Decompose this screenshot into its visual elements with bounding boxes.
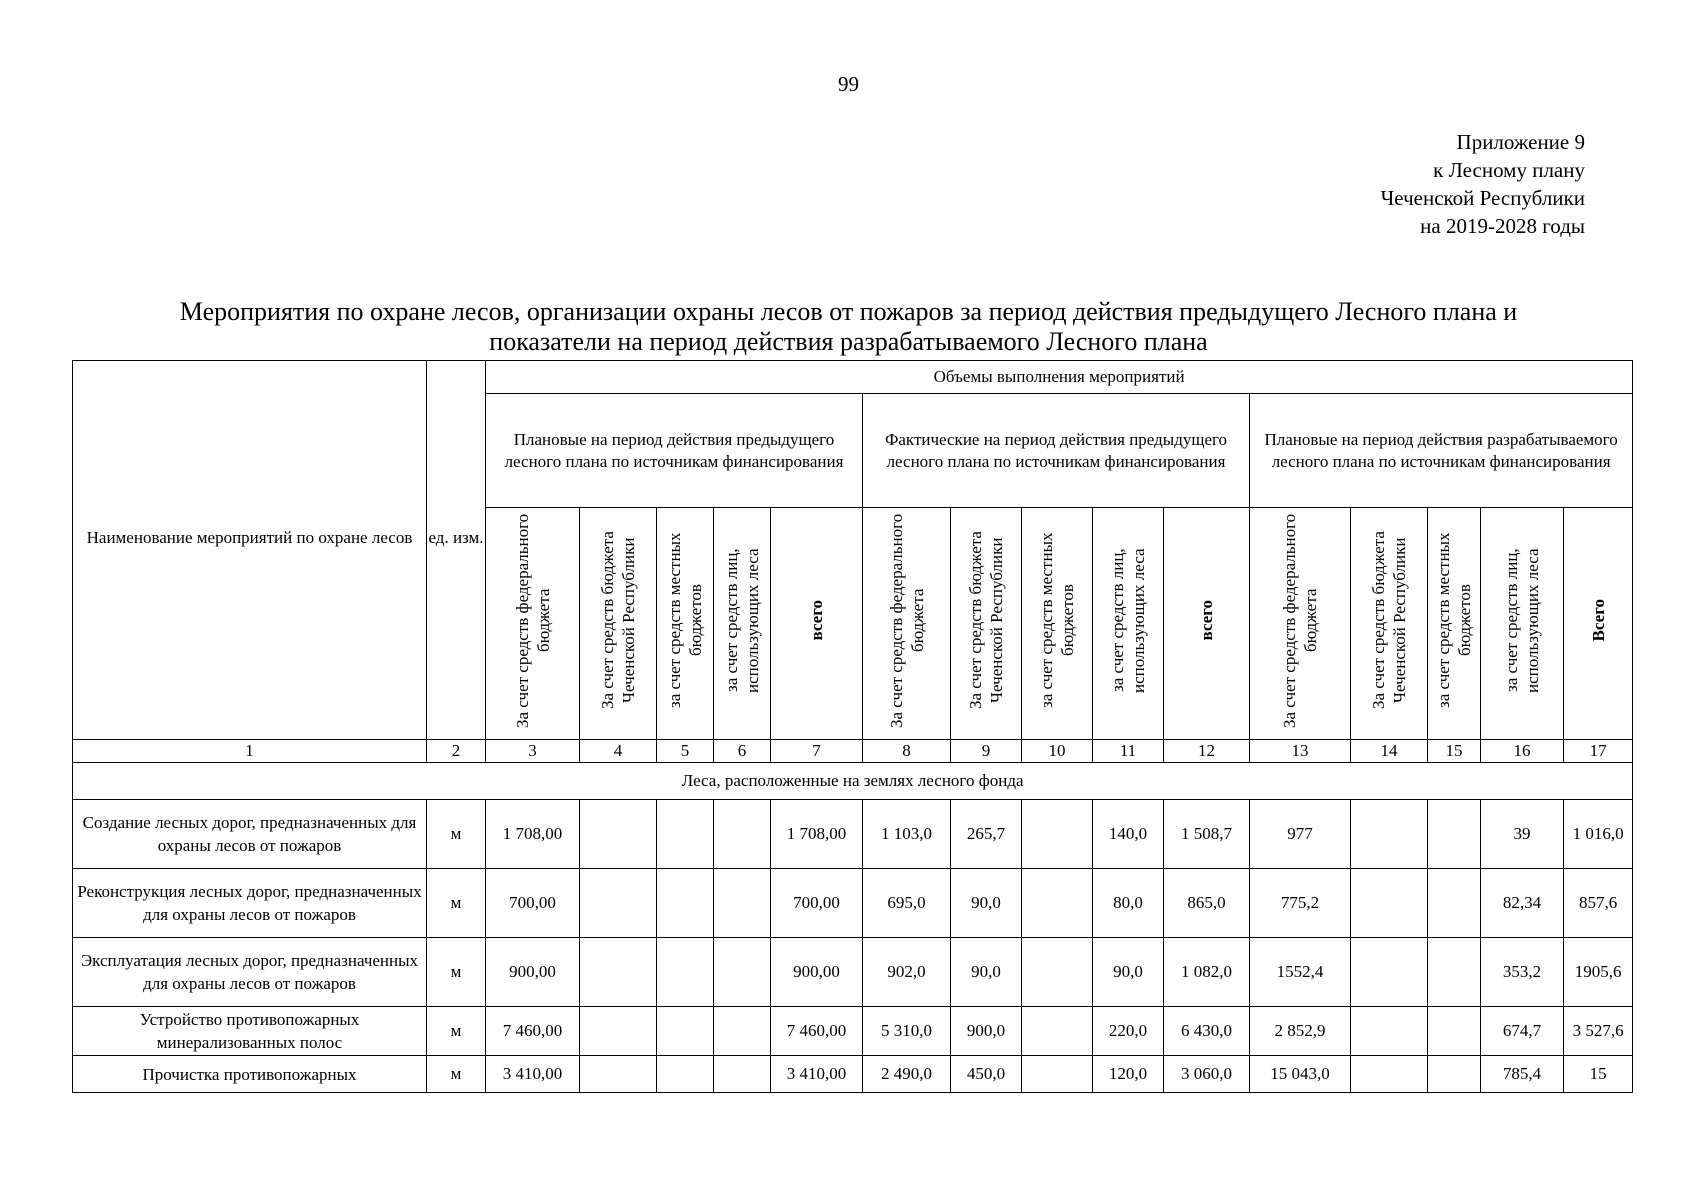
activity-name: Эксплуатация лесных дорог, предназначенных для охраны лесов от пожаров xyxy=(73,938,427,1007)
column-number: 15 xyxy=(1428,740,1481,763)
activity-unit: м xyxy=(427,938,486,1007)
value-cell: 900,0 xyxy=(951,1007,1022,1056)
value-cell xyxy=(657,1007,714,1056)
value-cell: 15 043,0 xyxy=(1250,1056,1351,1093)
header-subcolumn xyxy=(580,508,657,740)
header-subcolumn-label: за счет средств лиц, использующих леса xyxy=(1108,548,1148,693)
header-subcolumn-label: за счет средств местных бюджетов xyxy=(1434,532,1474,709)
value-cell xyxy=(1022,1056,1093,1093)
header-group-actual-previous: Фактические на период действия предыдущего лесного плана по источникам финансирования xyxy=(863,394,1250,508)
header-subcolumn-label: За счет средств федерального бюджета xyxy=(512,513,553,728)
header-unit: ед. изм. xyxy=(428,528,484,547)
header-subcolumn xyxy=(657,508,714,740)
activity-name: Реконструкция лесных дорог, предназначенных для охраны лесов от пожаров xyxy=(73,869,427,938)
value-cell: 82,34 xyxy=(1481,869,1564,938)
value-cell: 1 708,00 xyxy=(486,800,580,869)
value-cell: 3 060,0 xyxy=(1164,1056,1250,1093)
header-volumes: Объемы выполнения мероприятий xyxy=(486,361,1633,394)
column-number: 12 xyxy=(1164,740,1250,763)
header-name-cell xyxy=(73,361,427,740)
activity-unit: м xyxy=(427,869,486,938)
header-subcolumn xyxy=(951,508,1022,740)
value-cell xyxy=(657,938,714,1007)
header-subcolumn-label: всего xyxy=(1197,600,1216,641)
header-group-planned-new: Плановые на период действия разрабатываемого лесного плана по источникам финансирования xyxy=(1250,394,1633,508)
value-cell: 220,0 xyxy=(1093,1007,1164,1056)
value-cell xyxy=(1428,1056,1481,1093)
value-cell xyxy=(1428,1007,1481,1056)
value-cell xyxy=(714,869,771,938)
column-number: 9 xyxy=(951,740,1022,763)
forest-protection-table xyxy=(72,360,1633,1093)
value-cell xyxy=(580,869,657,938)
value-cell: 1 016,0 xyxy=(1564,800,1633,869)
value-cell xyxy=(657,1056,714,1093)
column-number: 7 xyxy=(771,740,863,763)
appendix-line: на 2019-2028 годы xyxy=(1420,214,1585,238)
column-number: 3 xyxy=(486,740,580,763)
column-number: 1 xyxy=(73,740,427,763)
value-cell: 3 410,00 xyxy=(771,1056,863,1093)
activity-unit: м xyxy=(427,800,486,869)
value-cell: 90,0 xyxy=(951,869,1022,938)
header-subcolumn-label: За счет средств бюджета Чеченской Республики xyxy=(1369,531,1409,710)
value-cell xyxy=(580,800,657,869)
value-cell xyxy=(1022,938,1093,1007)
activity-name: Устройство противопожарных минерализованных полос xyxy=(73,1007,427,1056)
appendix-line: Чеченской Республики xyxy=(1380,186,1585,210)
value-cell: 90,0 xyxy=(951,938,1022,1007)
value-cell: 3 410,00 xyxy=(486,1056,580,1093)
value-cell xyxy=(657,869,714,938)
value-cell xyxy=(1428,869,1481,938)
value-cell: 977 xyxy=(1250,800,1351,869)
column-number: 2 xyxy=(427,740,486,763)
value-cell xyxy=(714,1056,771,1093)
header-subcolumn xyxy=(1428,508,1481,740)
value-cell: 3 527,6 xyxy=(1564,1007,1633,1056)
value-cell xyxy=(714,800,771,869)
value-cell xyxy=(1351,869,1428,938)
table-row xyxy=(73,869,1633,938)
column-number: 6 xyxy=(714,740,771,763)
value-cell xyxy=(657,800,714,869)
document-title xyxy=(72,297,1625,357)
value-cell xyxy=(580,1056,657,1093)
column-number: 16 xyxy=(1481,740,1564,763)
value-cell: 1 708,00 xyxy=(771,800,863,869)
header-subcolumn xyxy=(1164,508,1250,740)
document-title-line: Мероприятия по охране лесов, организации охраны лесов от пожаров за период действия предыдущего Лесного плана и xyxy=(179,297,1518,326)
value-cell xyxy=(1428,938,1481,1007)
value-cell: 450,0 xyxy=(951,1056,1022,1093)
value-cell: 1552,4 xyxy=(1250,938,1351,1007)
value-cell: 1 082,0 xyxy=(1164,938,1250,1007)
value-cell xyxy=(580,938,657,1007)
document-title-line: показатели на период действия разрабатываемого Лесного плана xyxy=(489,327,1208,356)
value-cell xyxy=(1022,869,1093,938)
appendix-line: к Лесному плану xyxy=(1433,158,1585,182)
header-subcolumn-label: Всего xyxy=(1588,599,1608,642)
value-cell: 120,0 xyxy=(1093,1056,1164,1093)
header-subcolumn xyxy=(1093,508,1164,740)
header-subcolumn-label: За счет средств федерального бюджета xyxy=(886,513,927,728)
section-title: Леса, расположенные на землях лесного фонда xyxy=(73,763,1633,800)
value-cell xyxy=(1022,800,1093,869)
column-number: 8 xyxy=(863,740,951,763)
value-cell: 857,6 xyxy=(1564,869,1633,938)
value-cell: 902,0 xyxy=(863,938,951,1007)
value-cell: 1905,6 xyxy=(1564,938,1633,1007)
value-cell xyxy=(1351,1056,1428,1093)
header-subcolumn-label: За счет средств федерального бюджета xyxy=(1280,513,1320,728)
table-row xyxy=(73,800,1633,869)
header-unit-cell xyxy=(427,361,486,740)
value-cell: 900,00 xyxy=(486,938,580,1007)
header-subcolumn xyxy=(486,508,580,740)
header-subcolumn-label: за счет средств местных бюджетов xyxy=(665,532,705,709)
value-cell: 695,0 xyxy=(863,869,951,938)
value-cell xyxy=(714,938,771,1007)
value-cell: 775,2 xyxy=(1250,869,1351,938)
header-subcolumn-label: за счет средств лиц, использующих леса xyxy=(722,548,762,693)
value-cell: 5 310,0 xyxy=(863,1007,951,1056)
value-cell xyxy=(1351,1007,1428,1056)
value-cell: 6 430,0 xyxy=(1164,1007,1250,1056)
table-row xyxy=(73,1056,1633,1093)
value-cell xyxy=(580,1007,657,1056)
value-cell xyxy=(1428,800,1481,869)
header-subcolumn xyxy=(771,508,863,740)
header-subcolumn xyxy=(1022,508,1093,740)
header-subcolumn-label: за счет средств местных бюджетов xyxy=(1037,532,1077,709)
value-cell xyxy=(1351,800,1428,869)
value-cell: 15 xyxy=(1564,1056,1633,1093)
value-cell xyxy=(1022,1007,1093,1056)
header-subcolumn-label: за счет средств лиц, использующих леса xyxy=(1502,548,1542,693)
value-cell: 700,00 xyxy=(771,869,863,938)
value-cell: 80,0 xyxy=(1093,869,1164,938)
value-cell: 265,7 xyxy=(951,800,1022,869)
value-cell: 1 508,7 xyxy=(1164,800,1250,869)
value-cell: 674,7 xyxy=(1481,1007,1564,1056)
value-cell: 7 460,00 xyxy=(771,1007,863,1056)
column-number: 5 xyxy=(657,740,714,763)
value-cell: 2 852,9 xyxy=(1250,1007,1351,1056)
value-cell xyxy=(714,1007,771,1056)
column-number: 17 xyxy=(1564,740,1633,763)
header-subcolumn xyxy=(863,508,951,740)
value-cell: 900,00 xyxy=(771,938,863,1007)
header-subcolumn xyxy=(1481,508,1564,740)
header-subcolumn xyxy=(714,508,771,740)
header-subcolumn xyxy=(1351,508,1428,740)
column-number: 14 xyxy=(1351,740,1428,763)
column-number: 13 xyxy=(1250,740,1351,763)
header-subcolumn xyxy=(1564,508,1633,740)
header-name: Наименование мероприятий по охране лесов xyxy=(86,528,413,547)
column-number: 4 xyxy=(580,740,657,763)
value-cell: 785,4 xyxy=(1481,1056,1564,1093)
value-cell: 2 490,0 xyxy=(863,1056,951,1093)
appendix-note xyxy=(1381,128,1585,240)
value-cell xyxy=(1351,938,1428,1007)
activity-unit: м xyxy=(427,1007,486,1056)
table-row xyxy=(73,938,1633,1007)
header-subcolumn-label: За счет средств бюджета Чеченской Республики xyxy=(966,531,1006,710)
value-cell: 865,0 xyxy=(1164,869,1250,938)
table-row xyxy=(73,1007,1633,1056)
value-cell: 90,0 xyxy=(1093,938,1164,1007)
activity-unit: м xyxy=(427,1056,486,1093)
value-cell: 39 xyxy=(1481,800,1564,869)
value-cell: 7 460,00 xyxy=(486,1007,580,1056)
value-cell: 353,2 xyxy=(1481,938,1564,1007)
page-number: 99 xyxy=(838,72,859,96)
column-number: 11 xyxy=(1093,740,1164,763)
header-subcolumn xyxy=(1250,508,1351,740)
header-subcolumn-label: всего xyxy=(807,600,826,641)
activity-name: Создание лесных дорог, предназначенных для охраны лесов от пожаров xyxy=(73,800,427,869)
value-cell: 1 103,0 xyxy=(863,800,951,869)
column-number: 10 xyxy=(1022,740,1093,763)
header-group-planned-previous: Плановые на период действия предыдущего лесного плана по источникам финансирования xyxy=(486,394,863,508)
activity-name: Прочистка противопожарных xyxy=(73,1056,427,1093)
value-cell: 140,0 xyxy=(1093,800,1164,869)
header-subcolumn-label: За счет средств бюджета Чеченской Республики xyxy=(598,531,638,710)
appendix-line: Приложение 9 xyxy=(1456,130,1585,154)
value-cell: 700,00 xyxy=(486,869,580,938)
